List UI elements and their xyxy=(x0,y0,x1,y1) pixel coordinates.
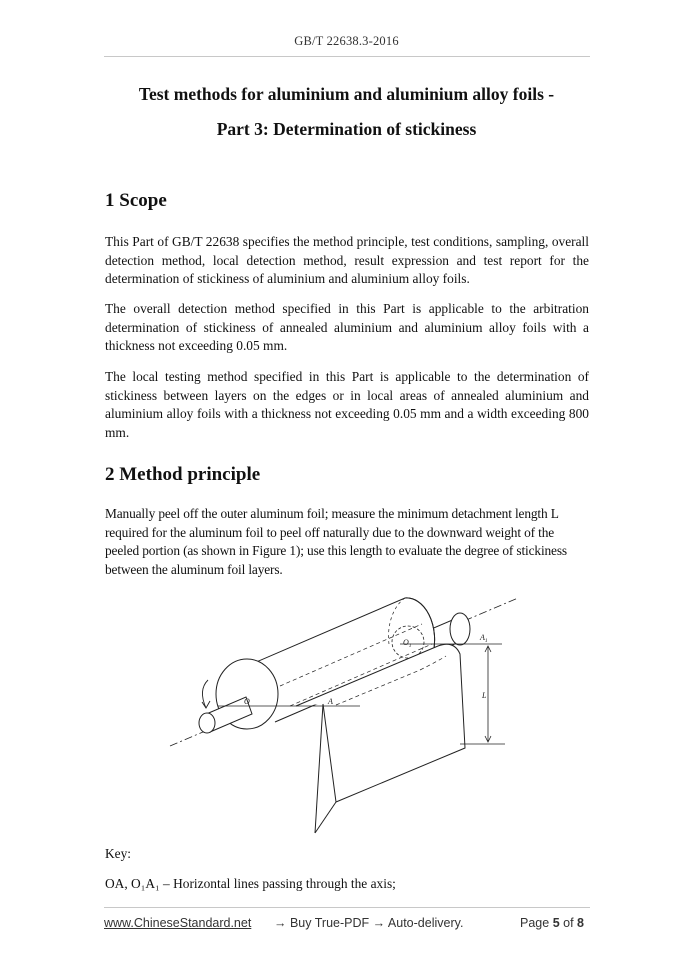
label-l: L xyxy=(482,691,487,700)
method-principle-paragraph: Manually peel off the outer aluminum foil; measure the minimum detachment length L required for the aluminum foil to peel off naturally due to the downward weight of the peeled portion (as shown in Figure 1); use this length to evaluate the degree of stickiness between the aluminum foil layers. xyxy=(105,506,567,577)
running-header-standard-code: GB/T 22638.3-2016 xyxy=(294,34,399,48)
figure-key-item-oa: OA, O₁A₁ – Horizontal lines passing through the axis; xyxy=(105,876,396,891)
label-o: O xyxy=(244,697,250,706)
document-title-line-2: Part 3: Determination of stickiness xyxy=(216,119,477,139)
section-heading-method-principle: 2 Method principle xyxy=(105,464,261,485)
footer-divider xyxy=(104,907,590,908)
footer-website-link[interactable]: www.ChineseStandard.net xyxy=(104,916,252,930)
footer-page-number: Page 5 of 8 xyxy=(520,916,584,930)
scope-paragraph-2: The overall detection method specified in this Part is applicable to the arbitration determination of stickiness of annealed aluminium and aluminium alloy foils with a thickness not exceeding 0.05 mm. xyxy=(105,301,589,354)
foil-hanging-bottom xyxy=(315,802,336,833)
figure-key-label: Key: xyxy=(105,846,132,861)
label-a1: $A_1$ xyxy=(480,633,488,644)
shaft-far-cap xyxy=(450,613,470,645)
shaft-near-cap xyxy=(199,713,215,733)
section-heading-scope: 1 Scope xyxy=(105,190,167,211)
scope-paragraph-1: This Part of GB/T 22638 specifies the method principle, test conditions, sampling, overall detection method, local detection method, result expression and test report for the determination of stickiness of aluminium and aluminium alloy foils. xyxy=(105,234,589,287)
page-footer xyxy=(104,916,590,934)
scope-paragraph-3: The local testing method specified in this Part is applicable to the determination of stickiness between layers on the edges or in local areas of annealed aluminium and aluminium alloy foils with a thickness not exceeding 0.05 mm and a width exceeding 800 mm. xyxy=(105,369,589,440)
document-title-line-1: Test methods for aluminium and aluminium alloy foils - xyxy=(138,84,555,104)
label-a: A xyxy=(328,697,333,706)
footer-promo-text: → Buy True-PDF → Auto-delivery. xyxy=(274,916,464,930)
label-o1: $O_1$ xyxy=(403,638,412,649)
header-divider xyxy=(104,56,590,57)
figure-1-foil-roll-diagram xyxy=(160,588,540,848)
foil-hanging-edge xyxy=(315,704,323,833)
